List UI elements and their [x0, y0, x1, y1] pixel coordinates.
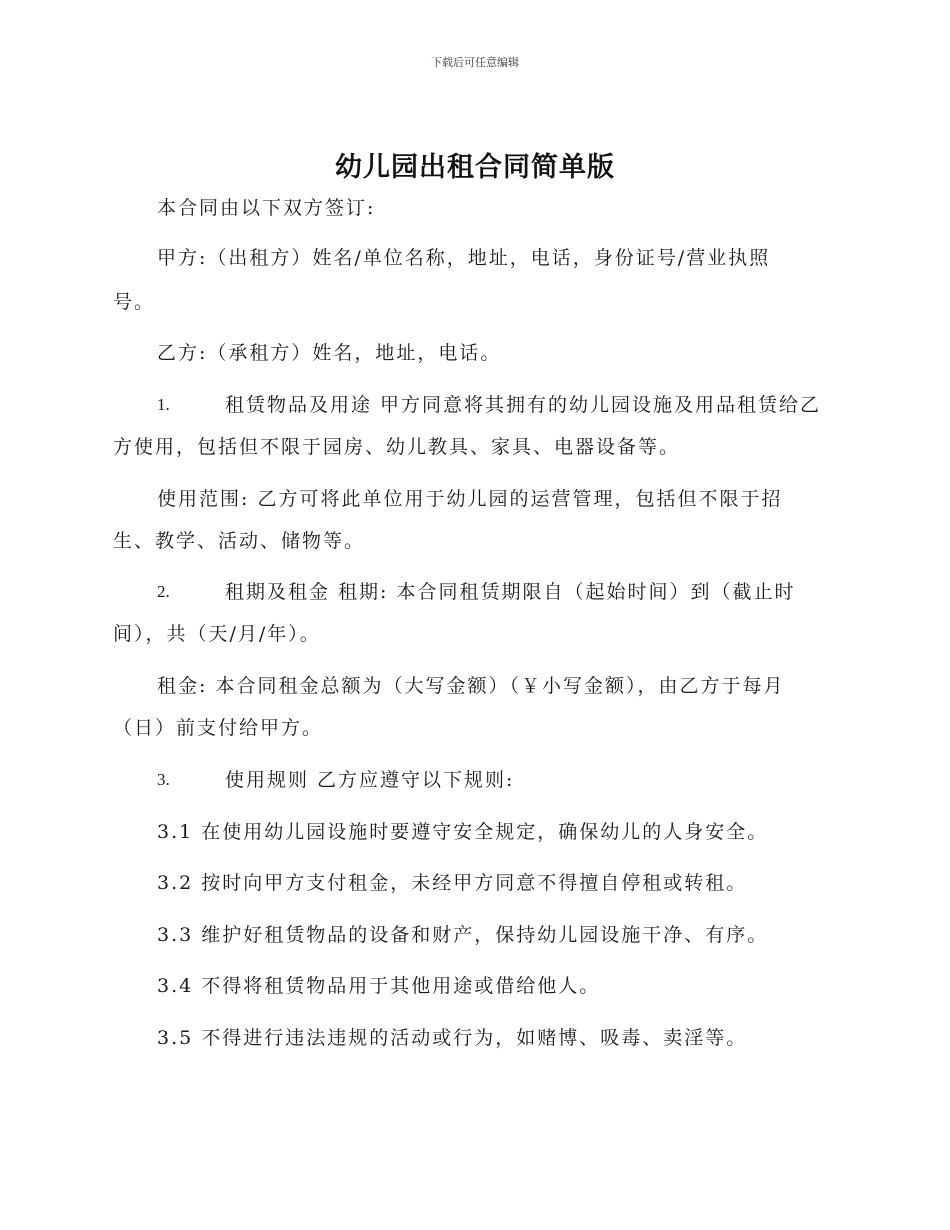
- section-3-number: 3.: [157, 770, 170, 789]
- rule-3-4: 3.4 不得将租赁物品用于其他用途或借给他人。: [157, 975, 601, 997]
- section-2-number: 2.: [157, 582, 170, 601]
- header-note: 下载后可任意编辑: [431, 56, 519, 69]
- section-1-line-1: 租赁物品及用途 甲方同意将其拥有的幼儿园设施及用品租赁给乙: [225, 394, 822, 416]
- section-1-number: 1.: [157, 395, 170, 414]
- scope-line-2: 生、教学、活动、储物等。: [113, 530, 366, 552]
- rule-3-1: 3.1 在使用幼儿园设施时要遵守安全规定，确保幼儿的人身安全。: [157, 821, 769, 843]
- section-2-line-1: 租期及租金 租期: 本合同租赁期限自（起始时间）到（截止时: [225, 581, 796, 603]
- section-3-line-1: 使用规则 乙方应遵守以下规则:: [225, 769, 515, 791]
- intro-line: 本合同由以下双方签订:: [157, 197, 376, 219]
- rent-line-1: 租金: 本合同租金总额为（大写金额）（￥小写金额），由乙方于每月: [157, 675, 785, 697]
- document-title: 幼儿园出租合同简单版: [335, 152, 615, 183]
- rule-3-2: 3.2 按时向甲方支付租金，未经甲方同意不得擅自停租或转租。: [157, 872, 748, 894]
- section-2-line-2: 间），共（天/月/年）。: [113, 623, 321, 645]
- rule-3-5: 3.5 不得进行违法违规的活动或行为，如赌博、吸毒、卖淫等。: [157, 1027, 748, 1049]
- party-a-line-1: 甲方:（出租方）姓名/单位名称，地址，电话，身份证号/营业执照: [157, 247, 771, 269]
- party-b-line: 乙方:（承租方）姓名，地址，电话。: [157, 342, 502, 364]
- party-a-line-2: 号。: [113, 291, 156, 313]
- scope-line-1: 使用范围: 乙方可将此单位用于幼儿园的运营管理，包括但不限于招: [157, 488, 783, 510]
- rule-3-3: 3.3 维护好租赁物品的设备和财产，保持幼儿园设施干净、有序。: [157, 924, 769, 946]
- rent-line-2: （日）前支付给甲方。: [113, 717, 324, 739]
- section-1-line-2: 方使用，包括但不限于园房、幼儿教具、家具、电器设备等。: [113, 436, 681, 458]
